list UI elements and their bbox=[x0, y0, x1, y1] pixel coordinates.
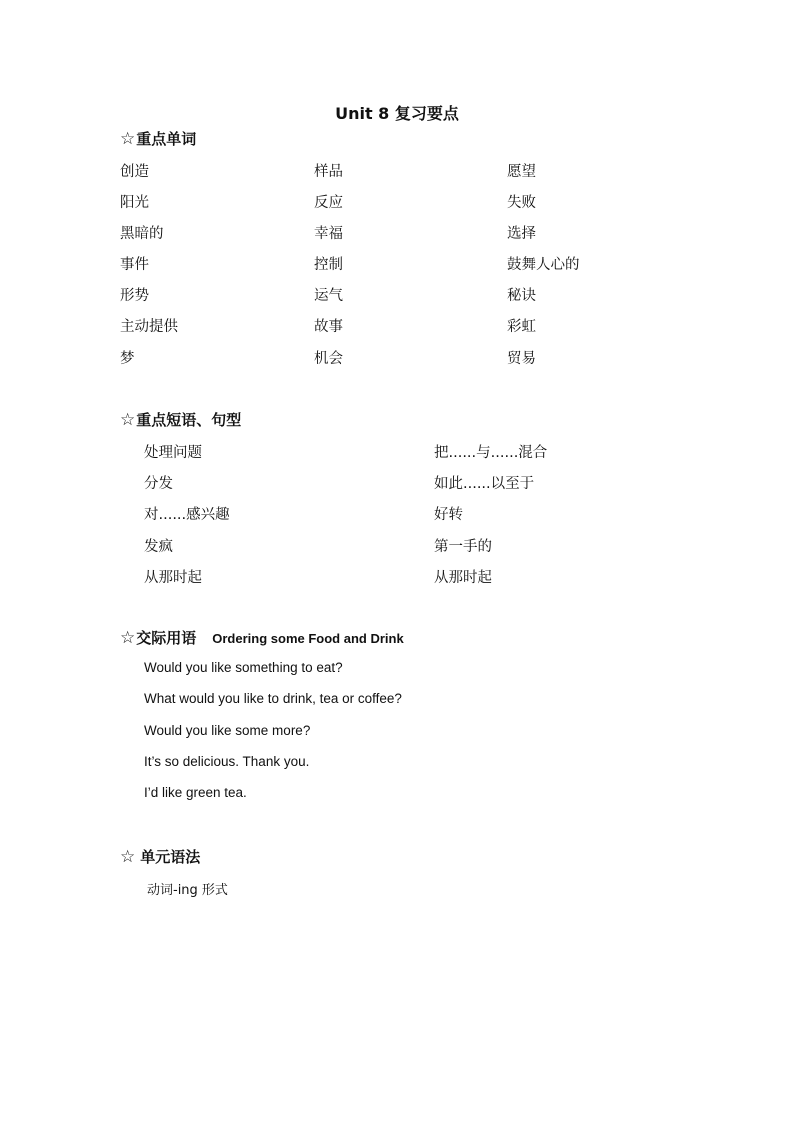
phrase: 把......与......混合 bbox=[434, 445, 548, 461]
phrase: 从那时起 bbox=[144, 570, 202, 586]
vocab-word: 故事 bbox=[314, 319, 343, 335]
dialogue-heading-text: 交际用语 bbox=[136, 629, 197, 647]
grammar-heading bbox=[120, 846, 200, 867]
dialogue-line: Would you like something to eat? bbox=[144, 660, 343, 675]
vocab-word: 失败 bbox=[507, 195, 536, 211]
phrase: 好转 bbox=[434, 507, 463, 523]
vocab-word: 贸易 bbox=[507, 351, 536, 367]
phrase: 如此......以至于 bbox=[434, 476, 535, 492]
vocab-heading-text: 重点单词 bbox=[136, 130, 197, 148]
phrase: 从那时起 bbox=[434, 570, 492, 586]
vocab-word: 形势 bbox=[120, 288, 149, 304]
phrases-heading-text: 重点短语、句型 bbox=[136, 411, 242, 429]
vocab-word: 秘诀 bbox=[507, 288, 536, 304]
vocab-heading bbox=[120, 128, 196, 149]
phrase: 分发 bbox=[144, 476, 173, 492]
star-icon: ☆ bbox=[120, 847, 136, 867]
vocab-word: 愿望 bbox=[507, 164, 536, 180]
vocab-word: 梦 bbox=[120, 351, 135, 367]
dialogue-line: Would you like some more? bbox=[144, 723, 311, 738]
vocab-word: 幸福 bbox=[314, 226, 343, 242]
vocab-word: 创造 bbox=[120, 164, 149, 180]
vocab-word: 控制 bbox=[314, 257, 343, 273]
dialogue-subheading: Ordering some Food and Drink bbox=[212, 631, 404, 646]
vocab-word: 机会 bbox=[314, 351, 343, 367]
vocab-word: 样品 bbox=[314, 164, 343, 180]
star-icon: ☆ bbox=[120, 628, 136, 648]
dialogue-line: What would you like to drink, tea or coffee? bbox=[144, 691, 402, 706]
dialogue-line: I’d like green tea. bbox=[144, 785, 247, 800]
star-icon: ☆ bbox=[120, 129, 136, 149]
vocab-word: 事件 bbox=[120, 257, 149, 273]
phrase: 处理问题 bbox=[144, 445, 202, 461]
page-title: Unit 8 复习要点 bbox=[335, 104, 459, 123]
vocab-word: 彩虹 bbox=[507, 319, 536, 335]
star-icon: ☆ bbox=[120, 410, 136, 430]
vocab-word: 选择 bbox=[507, 226, 536, 242]
vocab-word: 运气 bbox=[314, 288, 343, 304]
vocab-word: 阳光 bbox=[120, 195, 149, 211]
phrase: 对......感兴趣 bbox=[144, 507, 230, 523]
grammar-content: 动词-ing 形式 bbox=[147, 883, 228, 898]
vocab-word: 黑暗的 bbox=[120, 226, 164, 242]
phrase: 第一手的 bbox=[434, 539, 492, 555]
vocab-word: 反应 bbox=[314, 195, 343, 211]
grammar-heading-text: 单元语法 bbox=[140, 848, 201, 866]
dialogue-line: It’s so delicious. Thank you. bbox=[144, 754, 310, 769]
vocab-word: 主动提供 bbox=[120, 319, 178, 335]
phrases-heading bbox=[120, 409, 241, 430]
phrase: 发疯 bbox=[144, 539, 173, 555]
vocab-word: 鼓舞人心的 bbox=[507, 257, 580, 273]
dialogue-heading bbox=[120, 627, 404, 648]
